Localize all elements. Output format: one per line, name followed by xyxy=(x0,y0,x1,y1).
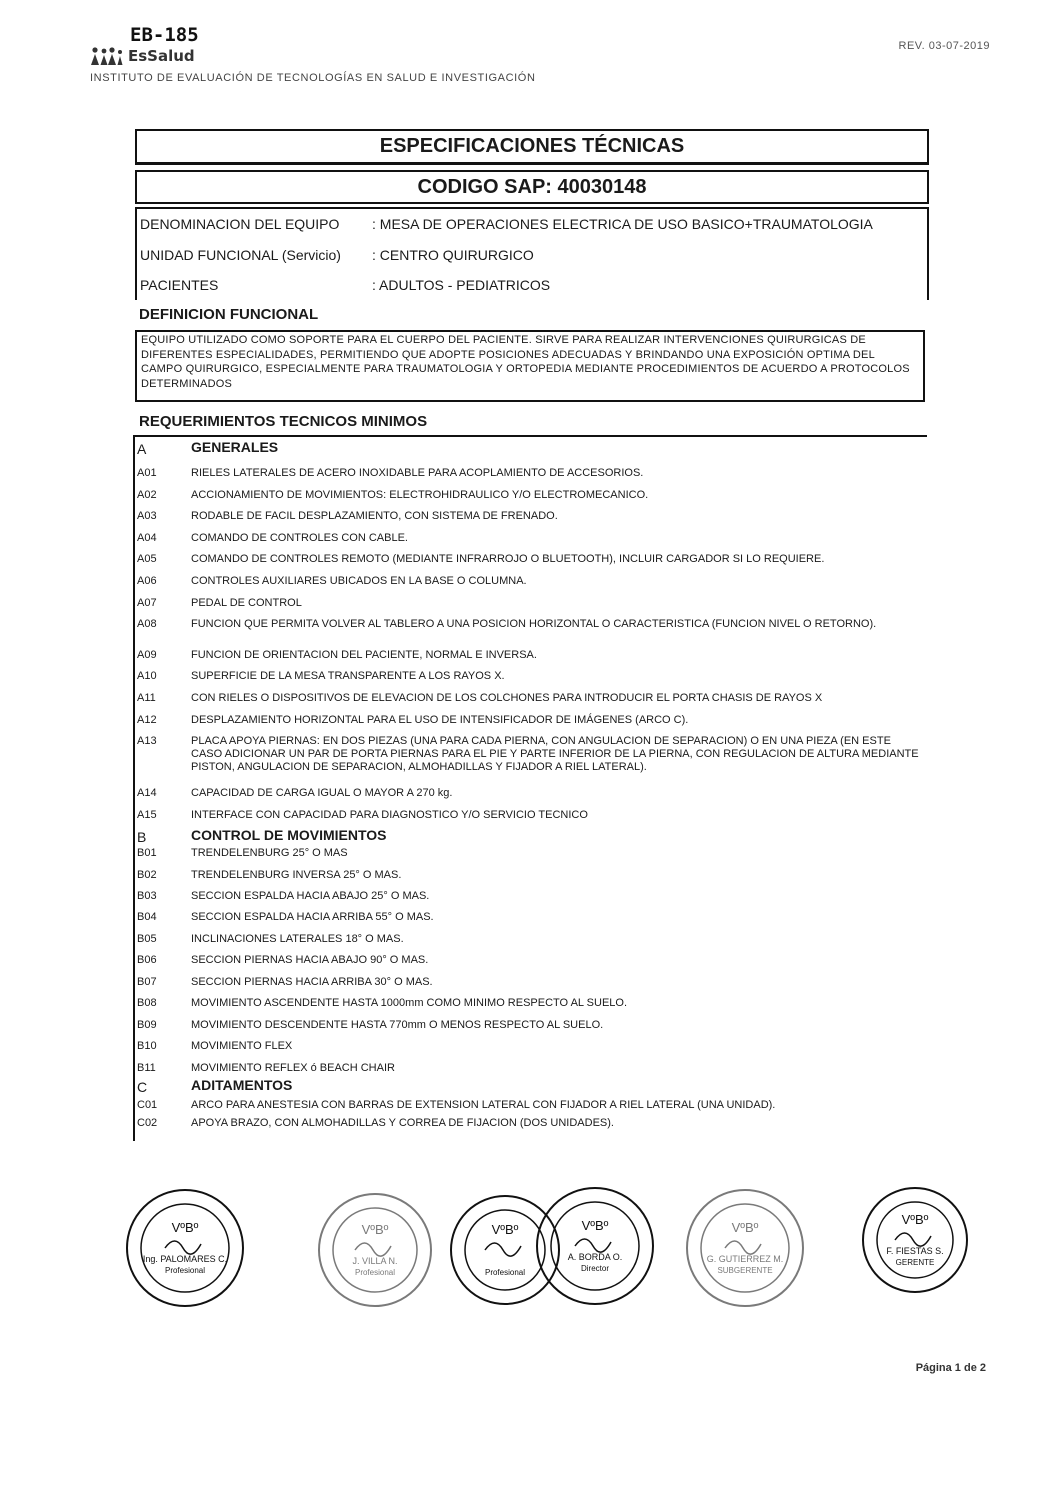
requirement-text: MOVIMIENTO FLEX xyxy=(191,1040,293,1052)
essalud-logo xyxy=(90,45,195,67)
signature-mark xyxy=(725,1241,761,1254)
stamp-mark: VºBº xyxy=(581,1218,609,1233)
requirement-code: A08 xyxy=(137,618,157,630)
signature-mark xyxy=(165,1241,201,1254)
requirement-text: RODABLE DE FACIL DESPLAZAMIENTO, CON SISTEMA DE FRENADO. xyxy=(191,510,558,522)
requirement-text: CAPACIDAD DE CARGA IGUAL O MAYOR A 270 kg. xyxy=(191,787,453,799)
stamp-name: J. VILLA N. xyxy=(352,1256,398,1266)
requirement-code: A11 xyxy=(137,692,156,704)
requirement-text: DESPLAZAMIENTO HORIZONTAL PARA EL USO DE INTENSIFICADOR DE IMÁGENES (ARCO C). xyxy=(191,714,689,726)
requirement-text: SECCION ESPALDA HACIA ARRIBA 55° O MAS. xyxy=(191,911,434,923)
requirement-code: B xyxy=(137,829,147,845)
approval-stamp xyxy=(319,1194,431,1306)
approval-stamp xyxy=(451,1196,559,1304)
info-label: UNIDAD FUNCIONAL (Servicio) xyxy=(140,247,341,263)
requirement-code: B08 xyxy=(137,997,157,1009)
requirement-code: A01 xyxy=(137,467,157,479)
stamp-name: G. GUTIERREZ M. xyxy=(706,1254,784,1264)
approval-stamp xyxy=(127,1190,243,1306)
requirement-text: PLACA APOYA PIERNAS: EN DOS PIEZAS (UNA PARA CADA PIERNA, CON ANGULACION DE SEPARACION) O EN UNA PIEZA (EN ESTE CASO ADICIONAR UN PAR DE PORTA PIERNAS PARA EL PIE Y PARTE INFERIOR DE LA PIERNA, CON REGULACION DE ALTURA MEDIANTE PISTON, ANGULACION DE SEPARACION, ALMOHADILLAS Y FIJADOR A RIEL LATERAL). xyxy=(191,735,919,773)
requirement-text: CON RIELES O DISPOSITIVOS DE ELEVACION DE LOS COLCHONES PARA INTRODUCIR EL PORTA CHASIS DE RAYOS X xyxy=(191,692,823,704)
requirement-code: B07 xyxy=(137,976,157,988)
stamp-name: A. BORDA O. xyxy=(567,1252,623,1262)
requirement-text: ADITAMENTOS xyxy=(191,1077,293,1093)
requirement-text: APOYA BRAZO, CON ALMOHADILLAS Y CORREA DE FIJACION (DOS UNIDADES). xyxy=(191,1117,614,1129)
approval-stamp xyxy=(863,1188,967,1292)
requirement-code: C02 xyxy=(137,1117,158,1129)
revision-date: REV. 03-07-2019 xyxy=(898,40,990,52)
people-logo-icon xyxy=(90,46,124,66)
requirement-text: COMANDO DE CONTROLES CON CABLE. xyxy=(191,532,408,544)
info-value: : ADULTOS - PEDIATRICOS xyxy=(372,277,551,293)
brand-name: EsSalud xyxy=(128,47,195,65)
info-value: : MESA DE OPERACIONES ELECTRICA DE USO BASICO+TRAUMATOLOGIA xyxy=(372,216,873,232)
stamp-role: Profesional xyxy=(354,1268,396,1277)
requirement-text: ARCO PARA ANESTESIA CON BARRAS DE EXTENSION LATERAL CON FIJADOR A RIEL LATERAL (UNA UNIDAD). xyxy=(191,1099,776,1111)
requirement-text: MOVIMIENTO DESCENDENTE HASTA 770mm O MENOS RESPECTO AL SUELO. xyxy=(191,1019,604,1031)
page-number: Página 1 de 2 xyxy=(915,1362,986,1374)
stamp-role: SUBGERENTE xyxy=(717,1266,773,1275)
requirement-text: FUNCION QUE PERMITA VOLVER AL TABLERO A UNA POSICION HORIZONTAL O CARACTERISTICA (FUNCION NIVEL O RETORNO). xyxy=(191,618,877,630)
requirements-heading: REQUERIMIENTOS TECNICOS MINIMOS xyxy=(139,413,428,430)
requirement-code: A15 xyxy=(137,809,157,821)
requirement-code: B02 xyxy=(137,869,157,881)
equipment-info xyxy=(135,207,929,300)
approval-stamps xyxy=(125,1178,985,1318)
requirement-code: C01 xyxy=(137,1099,158,1111)
requirement-text: GENERALES xyxy=(191,439,279,455)
requirement-text: TRENDELENBURG 25° O MAS xyxy=(191,847,348,859)
page-title: ESPECIFICACIONES TÉCNICAS xyxy=(135,129,929,165)
requirement-text: MOVIMIENTO REFLEX ó BEACH CHAIR xyxy=(191,1062,395,1074)
stamp-mark: VºBº xyxy=(901,1212,929,1227)
requirement-code: B11 xyxy=(137,1062,156,1074)
stamp-role: GERENTE xyxy=(895,1258,935,1267)
requirement-code: A10 xyxy=(137,670,157,682)
requirement-code: A05 xyxy=(137,553,157,565)
stamp-mark: VºBº xyxy=(361,1222,389,1237)
document-code: EB-185 xyxy=(130,24,199,46)
requirement-code: A09 xyxy=(137,649,157,661)
requirement-code: B10 xyxy=(137,1040,157,1052)
definition-text: EQUIPO UTILIZADO COMO SOPORTE PARA EL CUERPO DEL PACIENTE. SIRVE PARA REALIZAR INTERVENCIONES QUIRURGICAS DE DIFERENTES ESPECIALIDADES, PERMITIENDO QUE ADOPTE POSICIONES ADECUADAS Y BRINDANDO UNA EXPOSICIÓN OPTIMA DEL CAMPO QUIRURGICO, ESPECIALMENTE PARA TRAUMATOLOGIA Y ORTOPEDIA MEDIANTE PROCEDIMIENTOS DE ACUERDO A PROTOCOLOS DETERMINADOS xyxy=(135,330,925,402)
requirement-text: COMANDO DE CONTROLES REMOTO (MEDIANTE INFRARROJO O BLUETOOTH), INCLUIR CARGADOR SI LO REQUIERE. xyxy=(191,553,825,565)
stamp-name: Ing. PALOMARES C. xyxy=(142,1254,228,1264)
requirement-code: A13 xyxy=(137,735,157,747)
requirement-code: A12 xyxy=(137,714,157,726)
requirement-text: CONTROL DE MOVIMIENTOS xyxy=(191,827,387,843)
requirement-text: FUNCION DE ORIENTACION DEL PACIENTE, NORMAL E INVERSA. xyxy=(191,649,537,661)
stamp-mark: VºBº xyxy=(171,1220,199,1235)
requirement-code: A04 xyxy=(137,532,157,544)
signature-mark xyxy=(575,1239,611,1252)
requirement-text: SECCION PIERNAS HACIA ARRIBA 30° O MAS. xyxy=(191,976,433,988)
requirement-code: A07 xyxy=(137,597,157,609)
requirement-text: SECCION ESPALDA HACIA ABAJO 25° O MAS. xyxy=(191,890,430,902)
info-value: : CENTRO QUIRURGICO xyxy=(372,247,534,263)
requirement-text: SUPERFICIE DE LA MESA TRANSPARENTE A LOS RAYOS X. xyxy=(191,670,505,682)
requirement-code: C xyxy=(137,1079,148,1095)
requirement-code: A xyxy=(137,441,147,457)
stamp-mark: VºBº xyxy=(491,1222,519,1237)
requirement-text: CONTROLES AUXILIARES UBICADOS EN LA BASE O COLUMNA. xyxy=(191,575,527,587)
requirement-code: B04 xyxy=(137,911,157,923)
institute-name: INSTITUTO DE EVALUACIÓN DE TECNOLOGÍAS EN SALUD E INVESTIGACIÓN xyxy=(90,72,536,84)
stamp-role: Profesional xyxy=(484,1268,526,1277)
requirements-table xyxy=(133,435,927,1141)
requirement-text: INCLINACIONES LATERALES 18° O MAS. xyxy=(191,933,404,945)
approval-stamp xyxy=(537,1188,653,1304)
requirement-text: INTERFACE CON CAPACIDAD PARA DIAGNOSTICO Y/O SERVICIO TECNICO xyxy=(191,809,588,821)
signature-mark xyxy=(485,1243,521,1256)
requirement-code: B05 xyxy=(137,933,157,945)
requirement-code: A02 xyxy=(137,489,157,501)
stamp-role: Profesional xyxy=(164,1266,206,1275)
requirement-text: PEDAL DE CONTROL xyxy=(191,597,302,609)
stamp-role: Director xyxy=(580,1264,610,1273)
stamp-mark: VºBº xyxy=(731,1220,759,1235)
approval-stamp xyxy=(687,1190,803,1306)
signature-mark xyxy=(895,1233,931,1246)
sap-code: CODIGO SAP: 40030148 xyxy=(135,170,929,204)
signature-mark xyxy=(355,1243,391,1256)
requirement-text: RIELES LATERALES DE ACERO INOXIDABLE PARA ACOPLAMIENTO DE ACCESORIOS. xyxy=(191,467,644,479)
requirement-code: A14 xyxy=(137,787,157,799)
requirement-text: TRENDELENBURG INVERSA 25° O MAS. xyxy=(191,869,402,881)
requirement-code: A03 xyxy=(137,510,157,522)
requirement-code: B01 xyxy=(137,847,157,859)
requirement-code: B03 xyxy=(137,890,157,902)
info-label: PACIENTES xyxy=(140,277,219,293)
stamp-name: F. FIESTAS S. xyxy=(886,1246,944,1256)
info-label: DENOMINACION DEL EQUIPO xyxy=(140,216,340,232)
definition-heading: DEFINICION FUNCIONAL xyxy=(139,306,319,323)
requirement-text: SECCION PIERNAS HACIA ABAJO 90° O MAS. xyxy=(191,954,429,966)
requirement-text: ACCIONAMIENTO DE MOVIMIENTOS: ELECTROHIDRAULICO Y/O ELECTROMECANICO. xyxy=(191,489,649,501)
requirement-text: MOVIMIENTO ASCENDENTE HASTA 1000mm COMO MINIMO RESPECTO AL SUELO. xyxy=(191,997,628,1009)
requirement-code: B09 xyxy=(137,1019,157,1031)
requirement-code: A06 xyxy=(137,575,157,587)
requirement-code: B06 xyxy=(137,954,157,966)
